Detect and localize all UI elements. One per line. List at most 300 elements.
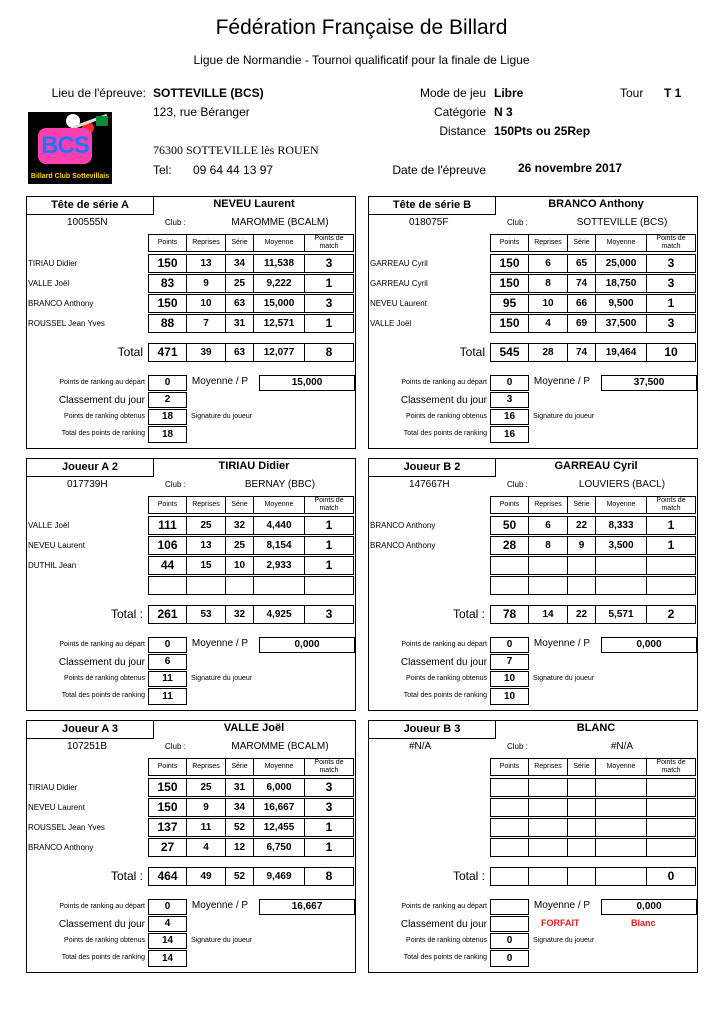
moyenne-p-value: 37,500 (601, 375, 697, 391)
rk-obtenus-value: 0 (490, 933, 529, 949)
player-panel (26, 458, 356, 711)
column-header: Moyenne (253, 234, 305, 252)
result-cell (595, 838, 647, 857)
result-cell: 1 (304, 536, 354, 555)
opponent-name: BRANCO Anthony (370, 541, 436, 550)
column-header: Points (148, 758, 187, 776)
total-cell: 53 (186, 605, 226, 624)
total-rk-value: 10 (490, 688, 529, 705)
result-cell: 4 (186, 838, 226, 857)
classement-label: Classement du jour (58, 919, 145, 930)
opponent-name: ROUSSEL Jean Yves (28, 319, 105, 328)
result-cell: 9 (186, 798, 226, 817)
result-cell (186, 576, 226, 595)
result-cell (646, 576, 696, 595)
panel-title: Tête de série B (369, 197, 496, 215)
result-cell (646, 778, 696, 797)
result-cell: 8,333 (595, 516, 647, 535)
opponent-name: NEVEU Laurent (370, 299, 427, 308)
result-cell (304, 576, 354, 595)
result-cell: 95 (490, 294, 529, 313)
result-cell: 31 (225, 314, 254, 333)
player-panel (26, 196, 356, 449)
player-licence: 017739H (67, 479, 108, 490)
classement-label: Classement du jour (58, 657, 145, 668)
result-cell: 15,000 (253, 294, 305, 313)
tour-value: T 1 (664, 86, 682, 100)
column-header: Reprises (528, 234, 568, 252)
rk-obtenus-value: 14 (148, 933, 187, 949)
column-header: Série (225, 234, 254, 252)
result-cell (528, 818, 568, 837)
classement-value: 2 (148, 392, 187, 408)
moyenne-p-label: Moyenne / P (533, 638, 591, 649)
result-cell: 34 (225, 254, 254, 273)
result-cell: 3 (646, 254, 696, 273)
column-header: Points de match (646, 234, 696, 252)
result-cell: 16,667 (253, 798, 305, 817)
result-cell (253, 576, 305, 595)
player-panel (368, 196, 698, 449)
rk-obtenus-value: 11 (148, 671, 187, 687)
address-line-2: 76300 SOTTEVILLE lès ROUEN (153, 143, 319, 157)
result-cell: 25 (186, 516, 226, 535)
player-licence: 018075F (409, 217, 449, 228)
total-rk-value: 18 (148, 426, 187, 443)
signature-label: Signature du joueur (533, 413, 595, 420)
rk-depart-label: Points de ranking au départ (401, 641, 487, 648)
player-licence: 147667H (409, 479, 450, 490)
total-label: Total : (110, 607, 143, 621)
logo-text: BCS (41, 132, 89, 159)
result-cell: 50 (490, 516, 529, 535)
result-cell: 66 (567, 294, 596, 313)
result-cell: 1 (304, 556, 354, 575)
column-header: Moyenne (253, 758, 305, 776)
total-rk-label: Total des points de ranking (61, 430, 145, 437)
total-cell: 261 (148, 605, 187, 624)
tel-label: Tel: (153, 163, 172, 177)
result-cell: 150 (490, 274, 529, 293)
result-cell: 11 (186, 818, 226, 837)
rk-obtenus-label: Points de ranking obtenus (406, 413, 487, 420)
result-cell: 32 (225, 516, 254, 535)
column-header: Série (225, 496, 254, 514)
rk-depart-value: 0 (148, 637, 187, 653)
rk-depart-value: 0 (148, 375, 187, 391)
date-label: Date de l'épreuve (392, 163, 486, 177)
classement-value: 3 (490, 392, 529, 408)
panel-title: Joueur A 2 (27, 459, 154, 477)
player-club: BERNAY (BBC) (244, 479, 316, 490)
total-cell: 28 (528, 343, 568, 362)
tour-label: Tour (620, 86, 644, 100)
player-club: LOUVIERS (BACL) (578, 479, 666, 490)
result-cell: 37,500 (595, 314, 647, 333)
rk-obtenus-label: Points de ranking obtenus (64, 937, 145, 944)
player-panel (368, 720, 698, 973)
classement-value: 7 (490, 654, 529, 670)
opponent-name: TIRIAU Didier (28, 259, 78, 268)
result-cell: 3 (646, 274, 696, 293)
total-cell (595, 867, 647, 886)
result-cell (225, 576, 254, 595)
total-cell: 464 (148, 867, 187, 886)
result-cell (490, 838, 529, 857)
player-name: TIRIAU Didier (218, 460, 290, 472)
player-licence: 100555N (67, 217, 108, 228)
opponent-name: GARREAU Cyril (370, 279, 428, 288)
classement-label: Classement du jour (58, 395, 145, 406)
column-header: Points de match (646, 496, 696, 514)
result-cell (490, 556, 529, 575)
panel-title: Tête de série A (27, 197, 154, 215)
total-cell: 3 (304, 605, 354, 624)
player-club: #N/A (610, 741, 634, 752)
total-cell: 63 (225, 343, 254, 362)
total-cell: 545 (490, 343, 529, 362)
player-name: VALLE Joël (223, 722, 285, 734)
total-rk-value: 0 (490, 950, 529, 967)
result-cell (148, 576, 187, 595)
moyenne-p-label: Moyenne / P (191, 376, 249, 387)
categorie-label: Catégorie (433, 105, 486, 119)
result-cell: 25,000 (595, 254, 647, 273)
column-header: Points de match (304, 234, 354, 252)
club-label: Club : (507, 742, 528, 751)
total-rk-label: Total des points de ranking (403, 692, 487, 699)
total-rk-label: Total des points de ranking (403, 430, 487, 437)
result-cell (595, 818, 647, 837)
result-cell: 8 (528, 274, 568, 293)
column-header: Points (490, 234, 529, 252)
club-label: Club : (165, 742, 186, 751)
result-cell: 137 (148, 818, 187, 837)
column-header: Moyenne (253, 496, 305, 514)
rk-depart-value: 0 (148, 899, 187, 915)
result-cell: 150 (148, 778, 187, 797)
moyenne-p-label: Moyenne / P (191, 900, 249, 911)
result-cell (595, 778, 647, 797)
result-cell: 6,000 (253, 778, 305, 797)
rk-depart-value (490, 899, 529, 915)
player-name: NEVEU Laurent (213, 198, 295, 210)
result-cell: 15 (186, 556, 226, 575)
page-subtitle: Ligue de Normandie - Tournoi qualificatif pour la finale de Ligue (193, 53, 530, 67)
result-cell: 88 (148, 314, 187, 333)
result-cell: 6 (528, 254, 568, 273)
result-cell: 44 (148, 556, 187, 575)
total-rk-label: Total des points de ranking (403, 954, 487, 961)
result-cell (490, 576, 529, 595)
classement-label: Classement du jour (400, 395, 487, 406)
column-header: Moyenne (595, 496, 647, 514)
club-logo (28, 112, 112, 184)
total-cell: 8 (304, 343, 354, 362)
opponent-name: NEVEU Laurent (28, 803, 85, 812)
result-cell: 13 (186, 254, 226, 273)
result-cell: 1 (646, 294, 696, 313)
result-cell (490, 818, 529, 837)
result-cell (528, 838, 568, 857)
result-cell: 10 (186, 294, 226, 313)
lieu-label: Lieu de l'épreuve: (51, 86, 146, 100)
result-cell (567, 778, 596, 797)
total-cell: 49 (186, 867, 226, 886)
total-cell (567, 867, 596, 886)
result-cell: 22 (567, 516, 596, 535)
classement-label: Classement du jour (400, 919, 487, 930)
player-club: SOTTEVILLE (BCS) (576, 217, 668, 228)
result-cell: 74 (567, 274, 596, 293)
result-cell (528, 576, 568, 595)
player-panel (368, 458, 698, 711)
player-name: BRANCO Anthony (548, 198, 644, 210)
opponent-name: VALLE Joël (28, 521, 70, 530)
total-rk-value: 16 (490, 426, 529, 443)
result-cell: 25 (186, 778, 226, 797)
distance-value: 150Pts ou 25Rep (494, 124, 591, 138)
total-rk-label: Total des points de ranking (61, 692, 145, 699)
result-cell: 3 (304, 294, 354, 313)
column-header: Reprises (186, 234, 226, 252)
result-cell: 1 (304, 838, 354, 857)
column-header: Points (490, 496, 529, 514)
column-header: Série (225, 758, 254, 776)
total-cell: 52 (225, 867, 254, 886)
result-cell (646, 798, 696, 817)
player-club: MAROMME (BCALM) (231, 217, 329, 228)
column-header: Moyenne (595, 234, 647, 252)
distance-label: Distance (439, 124, 486, 138)
result-cell: 3 (646, 314, 696, 333)
signature-label: Signature du joueur (191, 937, 253, 944)
rk-depart-value: 0 (490, 375, 529, 391)
moyenne-p-label: Moyenne / P (533, 900, 591, 911)
rk-depart-label: Points de ranking au départ (401, 903, 487, 910)
classement-value (490, 916, 529, 932)
player-licence: 107251B (67, 741, 108, 752)
rk-obtenus-label: Points de ranking obtenus (64, 413, 145, 420)
result-cell: 11,538 (253, 254, 305, 273)
column-header: Points de match (304, 758, 354, 776)
result-cell: 150 (148, 798, 187, 817)
total-cell: 4,925 (253, 605, 305, 624)
total-cell: 14 (528, 605, 568, 624)
classement-label: Classement du jour (400, 657, 487, 668)
total-cell: 22 (567, 605, 596, 624)
result-cell (528, 798, 568, 817)
panel-title: Joueur B 3 (369, 721, 496, 739)
result-cell (595, 556, 647, 575)
result-cell (490, 778, 529, 797)
moyenne-p-value: 15,000 (259, 375, 355, 391)
result-cell (490, 798, 529, 817)
column-header: Points (148, 496, 187, 514)
club-label: Club : (507, 218, 528, 227)
opponent-name: VALLE Joël (370, 319, 412, 328)
mode-value: Libre (494, 86, 524, 100)
result-cell: 150 (148, 294, 187, 313)
total-cell: 10 (646, 343, 696, 362)
result-cell: 65 (567, 254, 596, 273)
lieu-value: SOTTEVILLE (BCS) (153, 86, 264, 100)
rk-obtenus-value: 16 (490, 409, 529, 425)
total-rk-value: 11 (148, 688, 187, 705)
result-cell (595, 798, 647, 817)
result-cell (646, 838, 696, 857)
total-cell: 5,571 (595, 605, 647, 624)
result-cell: 1 (304, 516, 354, 535)
rk-depart-label: Points de ranking au départ (401, 379, 487, 386)
result-cell: 83 (148, 274, 187, 293)
result-cell (567, 556, 596, 575)
club-label: Club : (507, 480, 528, 489)
column-header: Reprises (186, 496, 226, 514)
opponent-name: NEVEU Laurent (28, 541, 85, 550)
result-cell: 3,500 (595, 536, 647, 555)
opponent-name: BRANCO Anthony (28, 843, 94, 852)
column-header: Reprises (186, 758, 226, 776)
result-cell: 9,222 (253, 274, 305, 293)
classement-value: 6 (148, 654, 187, 670)
result-cell: 2,933 (253, 556, 305, 575)
player-licence: #N/A (409, 741, 432, 752)
rk-obtenus-label: Points de ranking obtenus (406, 675, 487, 682)
result-cell: 10 (225, 556, 254, 575)
result-cell: 3 (304, 778, 354, 797)
result-cell: 13 (186, 536, 226, 555)
moyenne-p-value: 16,667 (259, 899, 355, 915)
result-cell: 150 (148, 254, 187, 273)
player-name: BLANC (576, 722, 616, 734)
total-cell: 9,469 (253, 867, 305, 886)
result-cell: 8 (528, 536, 568, 555)
result-cell: 12 (225, 838, 254, 857)
result-cell: 25 (225, 274, 254, 293)
column-header: Série (567, 758, 596, 776)
classement-value: 4 (148, 916, 187, 932)
column-header: Points de match (646, 758, 696, 776)
total-rk-value: 14 (148, 950, 187, 967)
result-cell: 7 (186, 314, 226, 333)
moyenne-p-label: Moyenne / P (533, 376, 591, 387)
column-header: Points de match (304, 496, 354, 514)
total-rk-label: Total des points de ranking (61, 954, 145, 961)
forfait-note: FORFAIT (541, 918, 580, 928)
result-cell: 111 (148, 516, 187, 535)
result-cell: 1 (304, 314, 354, 333)
tel-value: 09 64 44 13 97 (193, 163, 274, 177)
player-name: GARREAU Cyril (554, 460, 638, 472)
flag-icon (96, 116, 108, 126)
result-cell: 150 (490, 314, 529, 333)
total-cell: 0 (646, 867, 696, 886)
result-cell: 4,440 (253, 516, 305, 535)
rk-obtenus-label: Points de ranking obtenus (64, 675, 145, 682)
result-cell (528, 556, 568, 575)
moyenne-p-value: 0,000 (601, 637, 697, 653)
player-panel (26, 720, 356, 973)
total-label: Total (117, 345, 143, 359)
total-cell: 2 (646, 605, 696, 624)
column-header: Série (567, 496, 596, 514)
opponent-name: ROUSSEL Jean Yves (28, 823, 105, 832)
result-cell: 52 (225, 818, 254, 837)
column-header: Points (490, 758, 529, 776)
categorie-value: N 3 (494, 105, 513, 119)
blanc-note: Blanc (631, 918, 656, 928)
column-header: Moyenne (595, 758, 647, 776)
opponent-name: VALLE Joël (28, 279, 70, 288)
total-cell (528, 867, 568, 886)
opponent-name: DUTHIL Jean (28, 561, 77, 570)
result-cell: 150 (490, 254, 529, 273)
rk-depart-value: 0 (490, 637, 529, 653)
rk-obtenus-label: Points de ranking obtenus (406, 937, 487, 944)
opponent-name: BRANCO Anthony (370, 521, 436, 530)
player-club: MAROMME (BCALM) (231, 741, 329, 752)
result-cell: 27 (148, 838, 187, 857)
rk-obtenus-value: 18 (148, 409, 187, 425)
result-cell: 4 (528, 314, 568, 333)
signature-label: Signature du joueur (191, 675, 253, 682)
date-value: 26 novembre 2017 (518, 161, 623, 175)
column-header: Points (148, 234, 187, 252)
signature-label: Signature du joueur (533, 937, 595, 944)
result-cell: 1 (646, 516, 696, 535)
logo-badge (38, 128, 92, 164)
total-label: Total : (452, 869, 485, 883)
panel-title: Joueur A 3 (27, 721, 154, 739)
column-header: Reprises (528, 758, 568, 776)
result-cell: 3 (304, 254, 354, 273)
result-cell (567, 818, 596, 837)
signature-label: Signature du joueur (533, 675, 595, 682)
result-cell: 18,750 (595, 274, 647, 293)
result-cell (646, 556, 696, 575)
result-cell: 10 (528, 294, 568, 313)
rk-obtenus-value: 10 (490, 671, 529, 687)
signature-label: Signature du joueur (191, 413, 253, 420)
moyenne-p-value: 0,000 (601, 899, 697, 915)
moyenne-p-value: 0,000 (259, 637, 355, 653)
rk-depart-label: Points de ranking au départ (59, 903, 145, 910)
result-cell: 6,750 (253, 838, 305, 857)
rk-depart-label: Points de ranking au départ (59, 641, 145, 648)
mode-label: Mode de jeu (419, 86, 486, 100)
result-cell: 31 (225, 778, 254, 797)
opponent-name: GARREAU Cyril (370, 259, 428, 268)
total-cell: 12,077 (253, 343, 305, 362)
address-line-1: 123, rue Béranger (153, 105, 250, 119)
result-cell: 1 (646, 536, 696, 555)
result-cell (595, 576, 647, 595)
page-title: Fédération Française de Billard (215, 16, 508, 39)
result-cell: 63 (225, 294, 254, 313)
column-header: Série (567, 234, 596, 252)
result-cell (567, 576, 596, 595)
total-cell: 471 (148, 343, 187, 362)
moyenne-p-label: Moyenne / P (191, 638, 249, 649)
result-cell: 9,500 (595, 294, 647, 313)
result-cell: 1 (304, 818, 354, 837)
result-cell: 69 (567, 314, 596, 333)
club-label: Club : (165, 218, 186, 227)
result-cell: 9 (186, 274, 226, 293)
total-cell: 74 (567, 343, 596, 362)
club-label: Club : (165, 480, 186, 489)
